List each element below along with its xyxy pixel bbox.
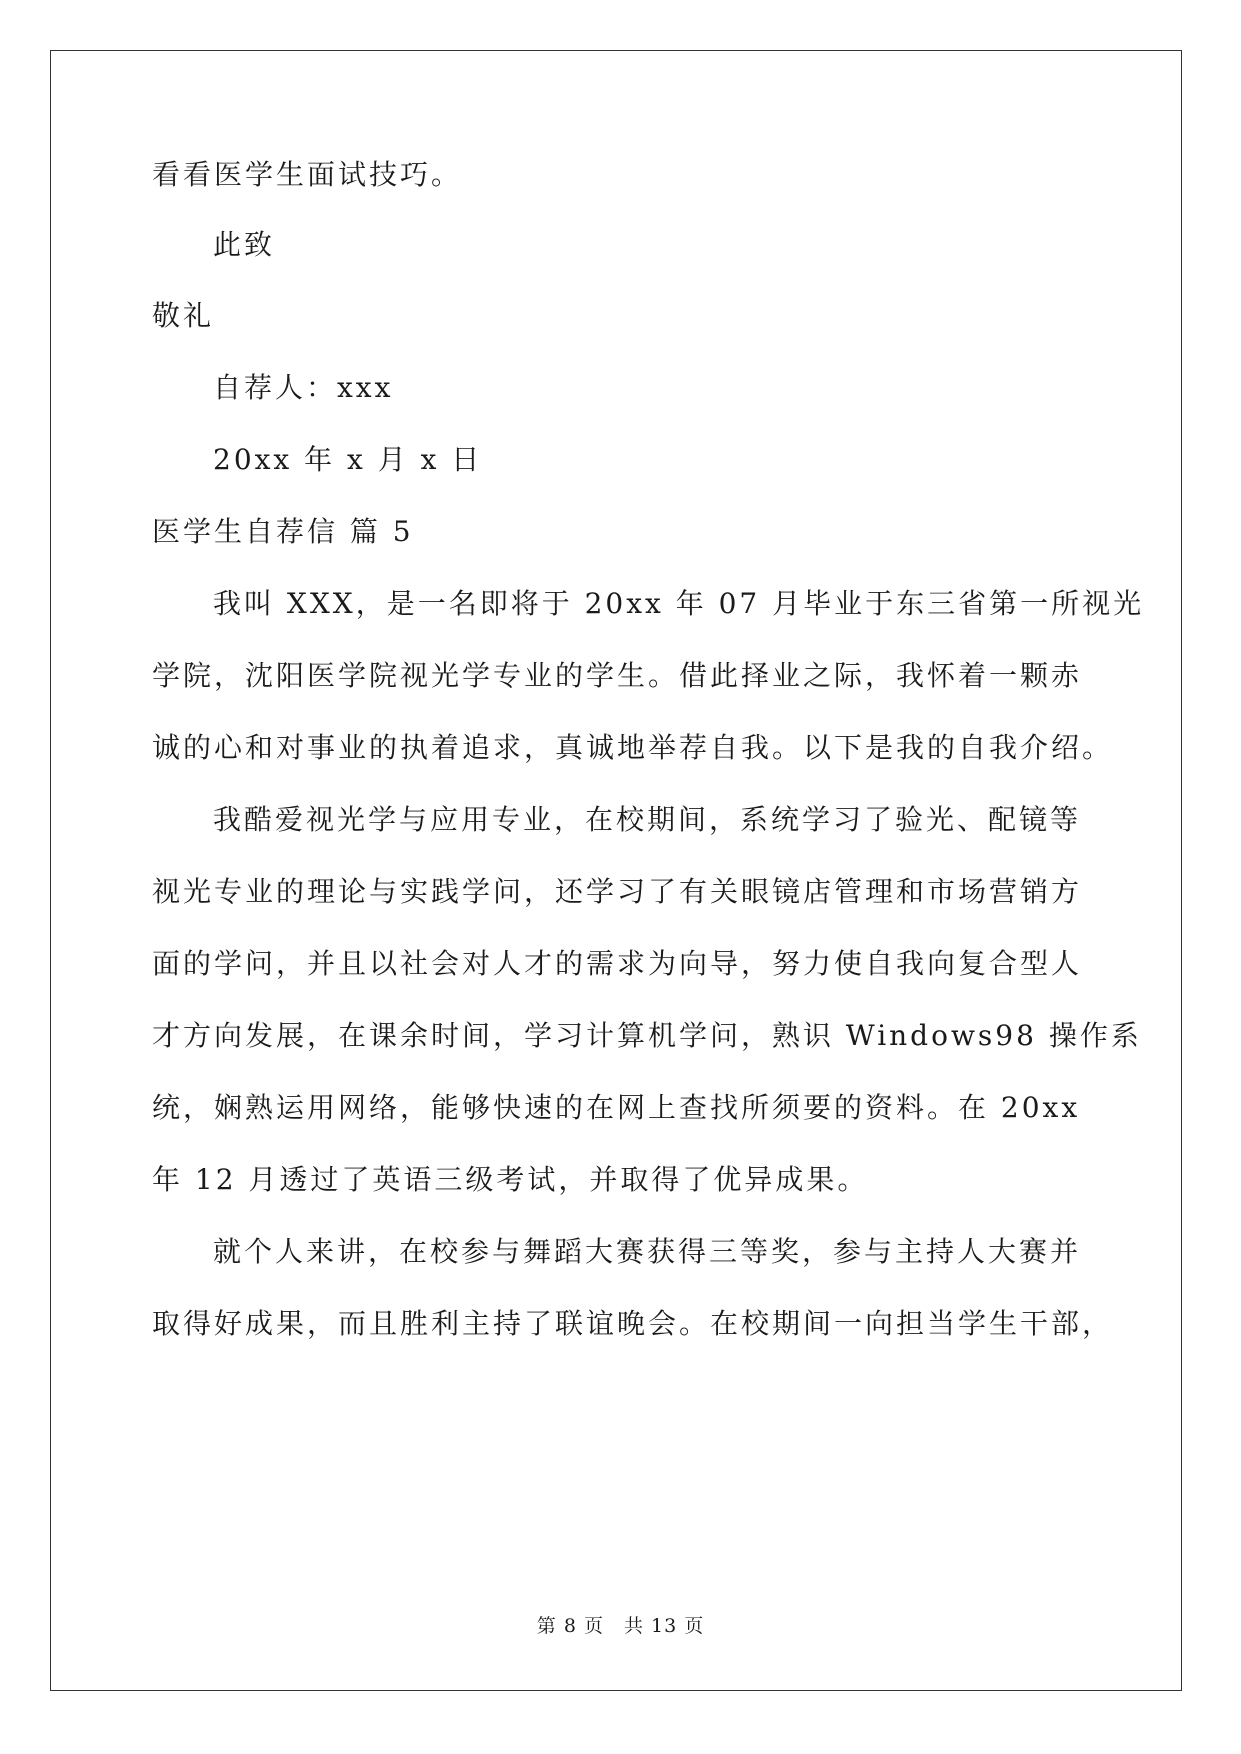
paragraph-line: 学院，沈阳医学院视光学专业的学生。借此择业之际，我怀着一颗赤 bbox=[152, 659, 1083, 692]
paragraph-line: 才方向发展，在课余时间，学习计算机学问，熟识 Windows98 操作系 bbox=[152, 1019, 1142, 1052]
page-footer bbox=[0, 1614, 1241, 1638]
date-line: 20xx 年 x 月 x 日 bbox=[213, 443, 483, 476]
paragraph-line: 取得好成果，而且胜利主持了联谊晚会。在校期间一向担当学生干部， bbox=[152, 1307, 1114, 1340]
text-line: 看看医学生面试技巧。 bbox=[152, 158, 463, 191]
paragraph-line: 面的学问，并且以社会对人才的需求为向导，努力使自我向复合型人 bbox=[152, 947, 1083, 980]
paragraph-line: 我叫 XXX，是一名即将于 20xx 年 07 月毕业于东三省第一所视光 bbox=[213, 587, 1145, 620]
signature-line: 自荐人：xxx bbox=[213, 371, 394, 404]
page-border bbox=[50, 50, 1182, 1691]
paragraph-line: 就个人来讲，在校参与舞蹈大赛获得三等奖，参与主持人大赛并 bbox=[213, 1235, 1082, 1268]
paragraph-line: 视光专业的理论与实践学问，还学习了有关眼镜店管理和市场营销方 bbox=[152, 875, 1083, 908]
section-heading: 医学生自荐信 篇 5 bbox=[152, 515, 414, 548]
paragraph-line: 年 12 月透过了英语三级考试，并取得了优异成果。 bbox=[152, 1163, 869, 1196]
paragraph-line: 我酷爱视光学与应用专业，在校期间，系统学习了验光、配镜等 bbox=[213, 803, 1082, 836]
closing-respect: 敬礼 bbox=[152, 299, 215, 332]
page-number: 第 8 页 bbox=[536, 1615, 604, 1637]
closing-salutation: 此致 bbox=[213, 228, 276, 261]
page-total: 共 13 页 bbox=[623, 1615, 705, 1637]
paragraph-line: 诚的心和对事业的执着追求，真诚地举荐自我。以下是我的自我介绍。 bbox=[152, 731, 1114, 764]
paragraph-line: 统，娴熟运用网络，能够快速的在网上查找所须要的资料。在 20xx bbox=[152, 1091, 1081, 1124]
